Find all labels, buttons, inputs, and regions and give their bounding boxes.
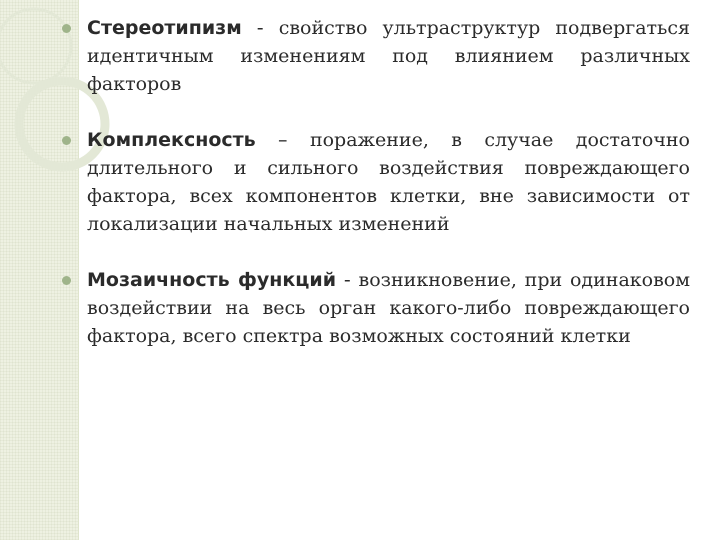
term-label: Стереотипизм — [87, 17, 242, 39]
term-description: возникновение, при одинаковом воздействии на весь орган какого-либо повреждающего фактора, всего спектра возможных состояний клетки — [87, 269, 691, 347]
list-item — [62, 14, 690, 98]
term-description: свойство ультраструктур подвергаться идентичным изменениям под влиянием различных факторов — [87, 17, 691, 95]
term-separator: – — [255, 129, 310, 151]
ring-small — [0, 9, 71, 83]
bullet-icon — [62, 276, 71, 285]
term-label: Мозаичность функций — [87, 269, 337, 291]
term-description: поражение, в случае достаточно длительного и сильного воздействия повреждающего фактора, всех компонентов клетки, вне зависимости от локализации начальных изменений — [87, 129, 690, 235]
bullet-icon — [62, 24, 71, 33]
bullet-list — [62, 14, 690, 350]
term-separator: - — [336, 269, 359, 291]
term-label: Комплексность — [87, 129, 256, 151]
list-item — [62, 266, 690, 350]
list-item — [62, 126, 690, 238]
bullet-icon — [62, 136, 71, 145]
term-separator: - — [241, 17, 279, 39]
